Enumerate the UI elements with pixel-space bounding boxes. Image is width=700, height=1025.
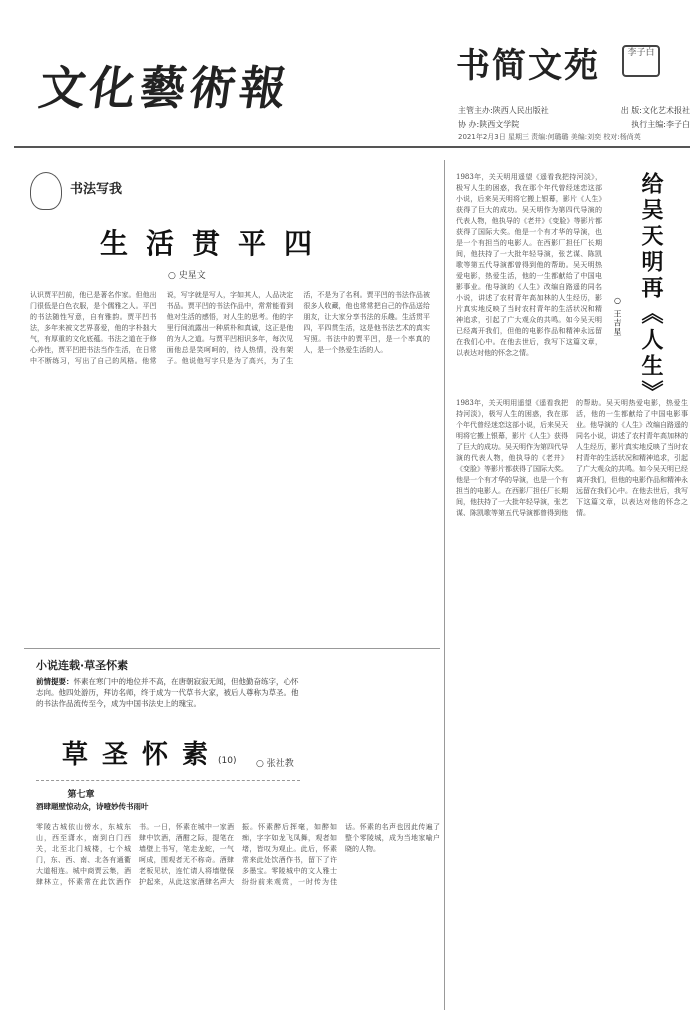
summary-label: 前情提要： — [36, 677, 74, 686]
calligraphy-author: ○ 史星文 — [168, 271, 206, 281]
calligraphy-body: 认识贾平凹前，他已是著名作家。但他出门很低是白色衣服，是个儒雅之人。平凹的书法随性写意，自有雅韵。贾平凹书法，多年来被文艺界喜爱，他的字朴拙大气，有厚重的文化底蕴。书法之道在于修心养性，贾平凹把书法当作生活，在日常中不断练习，写出了自己的风格。他常说，写字就是写人，字如其人，人品决定书品。贾平凹的书法作品中，常常能看到他对生活的感悟，对人生的思考。他的字里行间流露出一种质朴和真诚，这正是他的为人之道。与贾平凹相识多年，每次见面他总是笑呵呵的，待人热情，没有架子。他说他写字只是为了高兴，为了生活，不是为了名利。贾平凹的书法作品被很多人收藏，他也常常把自己的作品送给朋友，让大家分享书法的乐趣。生活贯平四，平四贯生活，这是他书法艺术的真实写照。书法中的贾平凹，是一个率真的人，是一个热爱生活的人。 — [30, 291, 430, 365]
column-divider — [444, 160, 445, 1010]
brand-seal: 李子白 — [622, 45, 660, 77]
novel-summary — [36, 676, 301, 732]
column-brand-title: 书简文苑 — [456, 46, 600, 86]
novel-title: 草圣怀素 — [62, 740, 223, 770]
essay-body: 1983年，关天明用遥望《遥看我把持河淡》，极写人生的困惑，我在那个年代曾经迷恋这部小说，后来吴天明将它搬上银幕，影片《人生》获得了巨大的成功。吴天明作为第四代导演的代表人物，他执导的《老井》《变脸》等影片都获得了国际大奖。他是一个有才华的导演，也是一个有担当的电影人。在西影厂担任厂长期间，他扶持了一大批年轻导演，张艺谋、陈凯歌等第五代导演都曾得到他的帮助。吴天明热爱电影，热爱生活，他的一生都献给了中国电影事业。他导演的《人生》改编自路遥的同名小说，讲述了农村青年高加林的人生经历，影片真实地反映了当时农村青年的生活状况和精神追求，引起了广大观众的共鸣。如今吴天明已经离开我们，但他的电影作品和精神永远留在我们心中。在他去世后，我写下这篇文章，以表达对他的怀念之情。 — [456, 399, 688, 517]
publisher: 出 版:文化艺术报社 — [620, 106, 690, 115]
essay-author: ○ 王吉星 — [613, 296, 622, 337]
sponsor: 主管主办:陕西人民出版社 — [458, 106, 549, 115]
co-organizer: 协 办:陕西文学院 — [458, 120, 520, 129]
publication-info — [458, 104, 690, 132]
essay-headline: 给吴天明再《人生》 — [638, 172, 664, 406]
novel-divider — [36, 780, 300, 781]
executive-editor: 执行主编:李子白 — [631, 120, 690, 129]
header-rule — [14, 146, 690, 148]
masthead-title: 文化藝術報 — [35, 61, 294, 115]
chapter-number: 第七章 — [67, 790, 95, 800]
novel-column-label: 小说连载·草圣怀素 — [36, 659, 129, 672]
novel-episode: (10) — [218, 756, 237, 766]
author-portrait-icon — [30, 172, 62, 210]
chapter-title: 酒肆题壁惊动众，诗噎妙传书雨叶 — [36, 802, 149, 811]
calligraphy-headline: 生活贯平四 — [100, 227, 331, 260]
novel-body: 零陵古城依山傍水，东城东山，西至潇水，南到白门西关，北至北门城楼，七个城门，东、西、南、北各有通衢大道相连。城中商贾云集，酒肆林立，怀素常在此饮酒作书。一日，怀素在城中一家酒肆中饮酒，酒酣之际，提笔在墙壁上书写，笔走龙蛇，一气呵成，围观者无不称奇。酒肆老板见状，连忙请人将墙壁保护起来，从此这家酒肆名声大振。怀素醉后挥毫，如醉如痴，字字如龙飞凤舞，观者如堵，皆叹为观止。此后，怀素常来此处饮酒作书，留下了许多墨宝。零陵城中的文人雅士纷纷前来观赏，一时传为佳话。怀素的名声也因此传遍了整个零陵城，成为当地家喻户晓的人物。 — [36, 823, 440, 886]
calligraphy-column-label: 书法写我 — [70, 182, 123, 197]
section-divider — [24, 648, 440, 649]
novel-author: ○ 张社教 — [256, 759, 294, 769]
essay-body-top: 1983年，关天明用遥望《遥看我把持河淡》，极写人生的困惑，我在那个年代曾经迷恋这部小说，后来吴天明将它搬上银幕，影片《人生》获得了巨大的成功。吴天明作为第四代导演的代表人物，他执导的《老井》《变脸》等影片都获得了国际大奖。他是一个有才华的导演，也是一个有担当的电影人。在西影厂担任厂长期间，他扶持了一大批年轻导演，张艺谋、陈凯歌等第五代导演都曾得到他的帮助。吴天明热爱电影，热爱生活，他的一生都献给了中国电影事业。他导演的《人生》改编自路遥的同名小说，讲述了农村青年高加林的人生经历，影片真实地反映了当时农村青年的生活状况和精神追求，引起了广大观众的共鸣。如今吴天明已经离开我们，但他的电影作品和精神永远留在我们心中。在他去世后，我写下这篇文章，以表达对他的怀念之情。 — [456, 173, 602, 357]
date-line: 2021年2月3日 星期三 责编:何璐璐 美编:刘奕 校对:杨尚英 — [458, 133, 641, 141]
summary-text: 怀素在寒门中的地位并不高，在唐朝寂寂无闻，但他勤奋练字，心怀志向。他四处游历，拜访名师，终于成为一代草书大家，被后人尊称为草圣。他的书法作品流传至今，成为中国书法史上的瑰宝。 — [36, 677, 299, 708]
